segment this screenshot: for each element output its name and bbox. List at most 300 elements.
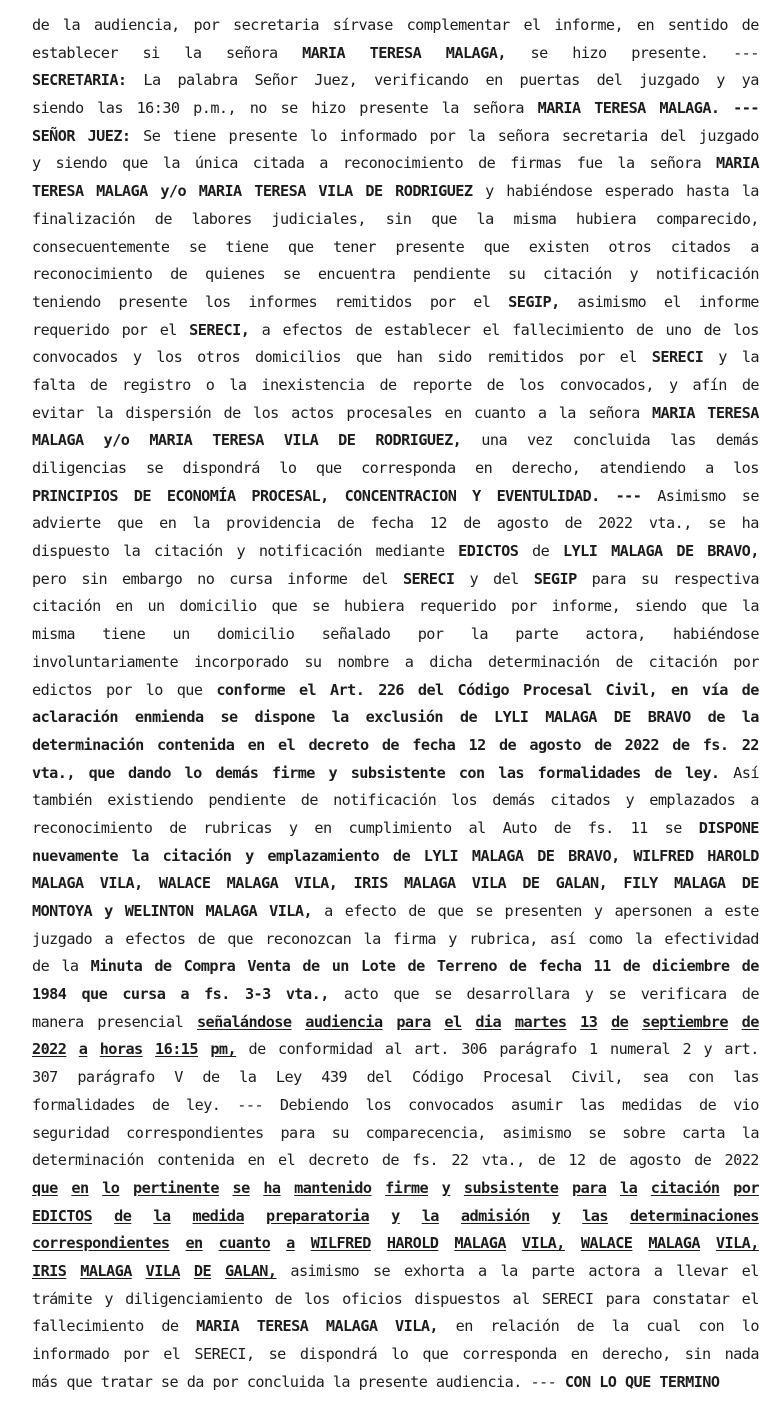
- word: en: [475, 459, 493, 477]
- word: el: [663, 292, 682, 311]
- word: domicilio: [179, 597, 257, 616]
- word: establecer: [32, 43, 118, 62]
- word: dispersión: [125, 403, 212, 422]
- word: llevar: [676, 1261, 728, 1280]
- word: sentido: [667, 16, 728, 34]
- word: secretaria: [233, 16, 319, 34]
- word: SERECI,: [189, 320, 250, 339]
- word: dispuesto: [32, 542, 110, 561]
- word: Procesal: [483, 1068, 552, 1087]
- word: Debiendo: [279, 1095, 349, 1114]
- word: de: [197, 929, 215, 948]
- word: el: [159, 320, 177, 339]
- word: por: [212, 1372, 239, 1391]
- word: se: [588, 1123, 606, 1142]
- word: la: [617, 154, 635, 173]
- word: de: [703, 320, 721, 339]
- word: MARIA: [302, 43, 346, 62]
- word: de: [161, 1317, 179, 1336]
- word: presente: [228, 126, 298, 145]
- word: de: [248, 1040, 266, 1059]
- word: del: [362, 569, 389, 588]
- word: comparecencia,: [365, 1123, 486, 1142]
- word: Procesal: [522, 680, 592, 699]
- word: la: [619, 1178, 638, 1197]
- word: DE: [522, 874, 540, 893]
- word: MARIA: [652, 403, 695, 422]
- word: para: [572, 1178, 607, 1197]
- word: a: [703, 902, 713, 920]
- word: providencia: [226, 514, 321, 533]
- word: un: [172, 625, 190, 644]
- word: rubrica,: [469, 929, 538, 948]
- word: y: [245, 846, 254, 865]
- word: corresponda: [462, 1345, 557, 1363]
- text-line: [32, 1230, 759, 1258]
- word: judiciales,: [271, 209, 366, 228]
- word: los: [733, 459, 759, 477]
- word: comparecido,: [655, 209, 759, 228]
- word: ---: [615, 486, 642, 505]
- word: citación: [162, 846, 232, 865]
- word: y: [469, 569, 479, 588]
- word: de: [486, 375, 504, 394]
- word: los: [304, 1289, 330, 1308]
- word: se: [145, 459, 164, 477]
- word: que: [88, 763, 115, 782]
- word: puertas: [519, 71, 580, 90]
- word: las: [579, 1095, 606, 1114]
- word: existen: [528, 237, 589, 256]
- word: LYLI: [423, 846, 459, 865]
- word: Así: [733, 763, 759, 782]
- word: ha: [263, 1178, 281, 1197]
- word: señalado: [321, 625, 391, 644]
- word: Asimismo: [657, 486, 726, 505]
- word: hizo: [311, 99, 346, 118]
- word: TERESA: [212, 431, 264, 450]
- word: QUE: [624, 1372, 651, 1391]
- word: de: [598, 1151, 617, 1170]
- text-line: [32, 704, 759, 732]
- word: determinaciones: [629, 1206, 759, 1225]
- word: 2022: [598, 514, 633, 533]
- word: que: [437, 902, 464, 920]
- word: de: [381, 735, 400, 754]
- word: y/o: [103, 431, 130, 450]
- word: TERESA: [32, 182, 84, 201]
- word: de: [354, 320, 373, 339]
- word: VILA: [145, 1261, 181, 1280]
- word: carta: [682, 1123, 725, 1142]
- word: fue: [576, 154, 603, 173]
- word: no: [197, 569, 215, 588]
- word: inexistencia: [261, 375, 365, 394]
- word: complementar: [406, 16, 510, 34]
- text-line: [32, 1120, 759, 1148]
- word: 2: [682, 1040, 692, 1059]
- word: el: [163, 1345, 181, 1363]
- word: medida: [192, 1206, 245, 1225]
- word: contenida: [156, 1151, 235, 1170]
- word: correspondientes: [126, 1123, 264, 1142]
- word: admisión: [460, 1206, 530, 1225]
- word: a: [653, 1261, 663, 1280]
- text-line: [32, 649, 759, 677]
- word: establecer: [384, 320, 471, 339]
- word: la: [62, 16, 81, 34]
- word: DE: [676, 542, 694, 561]
- word: hizo: [572, 43, 607, 62]
- word: a: [324, 902, 333, 920]
- word: 3-3: [244, 985, 271, 1004]
- word: art.: [724, 1040, 759, 1059]
- word: a: [261, 320, 271, 339]
- word: Minuta: [90, 957, 143, 976]
- word: de: [654, 763, 672, 782]
- word: registro: [122, 375, 191, 394]
- word: VILA,: [521, 1234, 565, 1253]
- word: WALACE: [580, 1234, 633, 1253]
- word: LO: [599, 1372, 617, 1391]
- word: V: [174, 1068, 183, 1087]
- word: WELINTON: [124, 902, 194, 920]
- word: y: [716, 71, 725, 90]
- text-line: [32, 317, 759, 345]
- word: 22: [741, 735, 759, 754]
- text-line: [32, 1036, 759, 1064]
- word: uno: [665, 320, 692, 339]
- word: Civil,: [571, 1068, 623, 1087]
- word: 307: [32, 1068, 58, 1087]
- word: de: [463, 514, 481, 533]
- word: el: [523, 16, 541, 34]
- word: Venta: [247, 957, 291, 976]
- word: JUEZ:: [87, 126, 131, 145]
- word: que: [117, 514, 143, 533]
- word: del: [417, 680, 444, 699]
- text-line: [32, 593, 759, 621]
- word: falta: [32, 375, 75, 394]
- word: en: [636, 16, 655, 34]
- word: por: [733, 1178, 759, 1197]
- word: de: [694, 1151, 712, 1170]
- text-line: [32, 787, 759, 815]
- word: Código: [411, 1068, 464, 1087]
- word: de: [537, 1151, 556, 1170]
- text-line: [32, 150, 759, 178]
- word: de: [553, 818, 572, 837]
- word: la: [332, 1372, 350, 1391]
- word: de: [611, 1012, 629, 1031]
- word: a: [180, 985, 189, 1004]
- text-line: [32, 372, 759, 400]
- word: remitidos: [486, 348, 564, 367]
- word: la: [441, 99, 459, 118]
- word: determinación: [488, 652, 600, 671]
- word: 12: [468, 735, 486, 754]
- word: los: [253, 403, 279, 422]
- word: a: [705, 459, 714, 477]
- word: se: [372, 1261, 391, 1280]
- word: el: [278, 1151, 296, 1170]
- word: lo: [309, 126, 327, 145]
- word: VILA,: [715, 1234, 759, 1253]
- word: sin: [81, 569, 108, 588]
- word: 306: [461, 1040, 487, 1059]
- word: cursa: [229, 569, 273, 588]
- text-line: [32, 1313, 759, 1341]
- word: mediante: [375, 542, 445, 561]
- word: no: [249, 99, 267, 118]
- text-line: [32, 953, 759, 981]
- word: los: [365, 1095, 392, 1114]
- word: por: [578, 348, 605, 367]
- word: lo: [391, 1345, 409, 1363]
- word: un: [147, 597, 165, 616]
- word: la: [634, 929, 653, 948]
- word: en: [159, 514, 177, 533]
- word: se: [708, 514, 726, 533]
- word: la: [558, 403, 576, 422]
- word: sírvase: [332, 16, 393, 34]
- word: su: [331, 1123, 349, 1142]
- word: EDICTOS: [458, 542, 519, 561]
- word: de: [337, 514, 355, 533]
- text-line: [32, 67, 759, 95]
- word: y: [625, 791, 635, 810]
- word: al: [384, 1040, 403, 1059]
- word: MALAGA: [471, 846, 524, 865]
- word: otros: [197, 348, 241, 367]
- word: de: [170, 265, 188, 284]
- word: de: [300, 791, 318, 810]
- text-line: [32, 483, 759, 511]
- word: audiencia.: [435, 1372, 522, 1391]
- word: de: [594, 735, 612, 754]
- word: si: [142, 43, 160, 62]
- word: lo: [184, 763, 202, 782]
- word: el: [741, 1289, 759, 1308]
- text-line: [32, 1175, 759, 1203]
- word: involuntariamente: [32, 652, 179, 671]
- word: informado: [32, 1345, 110, 1363]
- word: IRIS: [353, 874, 388, 893]
- word: apersonen: [614, 902, 692, 920]
- word: que: [315, 459, 342, 477]
- word: audiencia,: [93, 16, 180, 34]
- word: MALAGA: [226, 874, 279, 893]
- word: Terreno: [436, 957, 497, 976]
- text-line: [32, 1064, 759, 1092]
- word: finalización: [32, 209, 136, 228]
- word: se: [475, 902, 493, 920]
- word: de: [154, 957, 172, 976]
- word: SERECI: [541, 1289, 594, 1308]
- word: actora,: [585, 625, 646, 644]
- word: se: [232, 1178, 250, 1197]
- word: se: [280, 99, 298, 118]
- word: pertinente: [132, 1178, 219, 1197]
- word: los: [518, 375, 545, 394]
- word: convocados: [408, 1095, 495, 1114]
- word: que: [227, 929, 253, 948]
- word: MALAGA: [611, 542, 663, 561]
- word: MARIA: [716, 154, 759, 173]
- word: DE: [741, 874, 759, 893]
- word: también: [32, 791, 93, 810]
- word: SERECI,: [194, 1345, 255, 1363]
- word: vta.,: [32, 763, 75, 782]
- word: que: [287, 237, 314, 256]
- word: y: [593, 902, 603, 920]
- word: se: [530, 43, 548, 62]
- word: la: [184, 43, 202, 62]
- word: la: [162, 154, 180, 173]
- word: las: [97, 99, 123, 118]
- word: Juez,: [314, 71, 358, 90]
- word: TERESA: [254, 182, 306, 201]
- word: de: [459, 708, 478, 727]
- text-line: [32, 926, 759, 954]
- word: martes: [514, 1012, 567, 1031]
- word: advierte: [32, 514, 101, 533]
- word: firme: [271, 763, 315, 782]
- word: lo: [279, 459, 297, 477]
- text-line: [32, 843, 759, 871]
- word: rubricas: [203, 818, 273, 837]
- word: secretaria: [561, 126, 648, 145]
- word: ha: [741, 514, 759, 533]
- word: los: [733, 320, 759, 339]
- word: derecho,: [511, 459, 581, 477]
- word: septiembre: [642, 1012, 728, 1031]
- word: 2022: [624, 735, 659, 754]
- word: TERESA: [256, 1317, 309, 1336]
- word: MARIA: [196, 1317, 240, 1336]
- word: habiéndose: [506, 182, 593, 201]
- word: vio: [733, 1095, 759, 1114]
- word: DISPONE: [698, 818, 759, 837]
- word: siendo: [634, 597, 687, 616]
- word: la: [741, 597, 759, 616]
- text-line: [32, 760, 759, 788]
- word: de: [381, 1151, 400, 1170]
- text-line: [32, 123, 759, 151]
- word: MALAGA.: [659, 99, 720, 118]
- word: informes: [248, 292, 318, 311]
- word: y: [551, 1206, 561, 1225]
- word: diciembre: [652, 957, 730, 976]
- word: VILA,: [294, 874, 338, 893]
- word: y: [236, 542, 246, 561]
- word: dicha: [429, 652, 473, 671]
- word: requerido: [418, 597, 497, 616]
- word: LYLI: [562, 542, 598, 561]
- word: la: [741, 182, 759, 201]
- word: a: [104, 929, 114, 948]
- word: Art.: [330, 680, 365, 699]
- word: al: [512, 1289, 530, 1308]
- word: lo: [102, 1178, 120, 1197]
- word: sin: [684, 1345, 711, 1363]
- word: la: [467, 126, 486, 145]
- word: se: [312, 597, 330, 616]
- word: y: [104, 902, 113, 920]
- word: DE: [133, 486, 151, 505]
- word: a: [319, 154, 328, 173]
- word: ley.: [685, 763, 720, 782]
- word: remitidos: [334, 292, 413, 311]
- word: aclaración: [32, 708, 118, 727]
- text-line: [32, 566, 759, 594]
- word: tiene: [172, 126, 216, 145]
- word: señora: [226, 43, 278, 62]
- word: 12: [568, 1151, 586, 1170]
- word: palabra: [177, 71, 238, 90]
- word: incorporado: [193, 652, 289, 671]
- word: esperado: [604, 182, 674, 201]
- word: la: [331, 708, 349, 727]
- word: fs.: [702, 735, 729, 754]
- word: de: [274, 1289, 292, 1308]
- word: notificación: [333, 791, 437, 810]
- word: MALAGA: [673, 874, 726, 893]
- word: citación: [542, 265, 612, 284]
- word: de: [741, 957, 759, 976]
- word: con: [458, 763, 485, 782]
- word: informado: [339, 126, 417, 145]
- word: fallecimiento: [512, 320, 624, 339]
- word: por: [123, 1345, 150, 1363]
- word: a: [286, 1234, 295, 1253]
- word: notificación: [258, 542, 362, 561]
- word: y: [584, 985, 594, 1004]
- word: de: [407, 957, 425, 976]
- word: se: [282, 265, 301, 284]
- word: para: [591, 569, 626, 588]
- word: a: [750, 791, 759, 810]
- word: cuanto: [218, 1234, 271, 1253]
- word: la: [741, 1123, 759, 1142]
- word: una: [481, 431, 508, 450]
- word: de: [509, 957, 527, 976]
- word: de: [636, 320, 654, 339]
- word: fecha: [538, 957, 582, 976]
- text-line: [32, 289, 759, 317]
- word: reconozcan: [265, 929, 352, 948]
- word: única: [194, 154, 238, 173]
- word: juzgado: [32, 929, 93, 948]
- word: VILA,: [395, 1317, 439, 1336]
- word: de: [114, 1206, 132, 1225]
- word: PRINCIPIOS: [32, 486, 118, 505]
- word: y: [703, 1040, 713, 1059]
- text-line: [32, 621, 759, 649]
- word: de: [169, 818, 187, 837]
- word: sin: [385, 209, 412, 228]
- word: que: [355, 348, 382, 367]
- text-line: [32, 1147, 759, 1175]
- word: parágrafo: [77, 1068, 155, 1087]
- word: así: [550, 929, 576, 948]
- word: 1984: [32, 985, 67, 1004]
- word: fecha: [370, 514, 414, 533]
- word: SERECI: [651, 348, 704, 367]
- word: art.: [414, 1040, 449, 1059]
- word: actora: [588, 1261, 640, 1280]
- word: mantenido: [294, 1178, 372, 1197]
